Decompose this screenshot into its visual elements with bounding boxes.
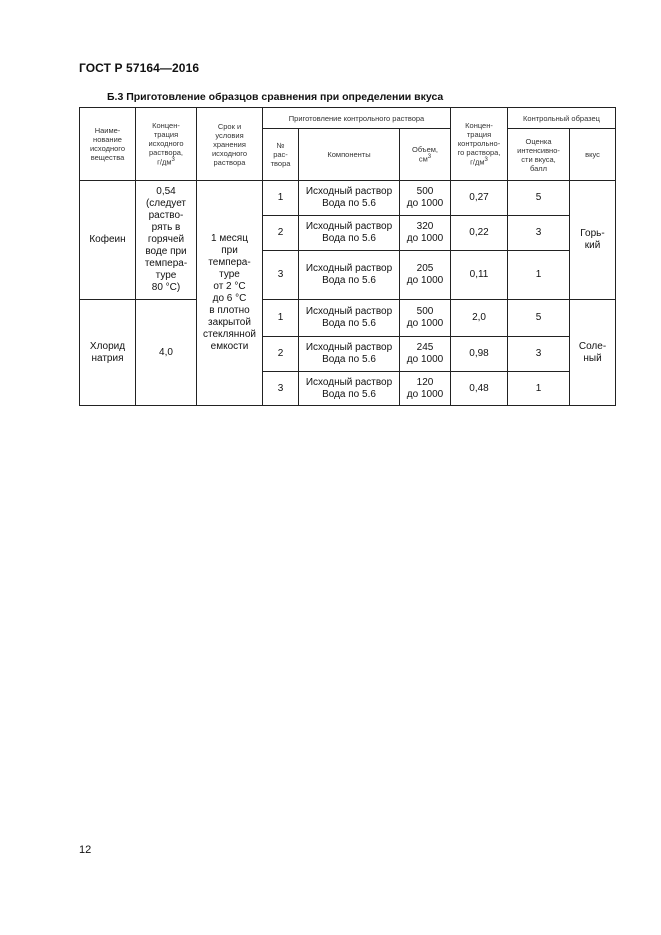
intensity-cell: 1 <box>508 251 570 300</box>
solution-no-cell: 2 <box>263 216 299 251</box>
control-concentration-cell: 0,11 <box>451 251 508 300</box>
storage-cell: 1 месяц при темпера- туре от 2 °С до 6 °С в плотно закрытой стеклянной емкости <box>197 181 263 406</box>
page-number: 12 <box>79 844 92 856</box>
volume-cell: 245 до 1000 <box>400 337 451 372</box>
header-components: Компоненты <box>299 129 400 181</box>
sample-preparation-table <box>79 107 616 406</box>
header-storage: Срок и условия хранения исходного раствора <box>197 108 263 181</box>
intensity-cell: 3 <box>508 216 570 251</box>
components-cell: Исходный раствор Вода по 5.6 <box>299 181 400 216</box>
components-cell: Исходный раствор Вода по 5.6 <box>299 300 400 337</box>
section-title: Б.3 Приготовление образцов сравнения при определении вкуса <box>107 91 444 103</box>
volume-cell: 320 до 1000 <box>400 216 451 251</box>
document-code: ГОСТ Р 57164—2016 <box>79 61 200 75</box>
header-concentration: Концен- трация исходного раствора, $г/дм^3$ <box>136 108 197 181</box>
intensity-cell: 1 <box>508 372 570 406</box>
control-concentration-cell: 2,0 <box>451 300 508 337</box>
intensity-cell: 5 <box>508 181 570 216</box>
concentration-cell: 0,54 (следует раство- рять в горячей воде при темпера- туре 80 °С) <box>136 181 197 300</box>
substance-cell: Кофеин <box>80 181 136 300</box>
intensity-cell: 5 <box>508 300 570 337</box>
table-row <box>80 300 616 337</box>
header-control-preparation: Приготовление контрольного раствора <box>263 108 451 129</box>
components-cell: Исходный раствор Вода по 5.6 <box>299 372 400 406</box>
taste-cell: Соле- ный <box>570 300 616 406</box>
solution-no-cell: 2 <box>263 337 299 372</box>
header-volume: Объем, $см^3$ <box>400 129 451 181</box>
header-solution-no: № рас- твора <box>263 129 299 181</box>
volume-cell: 500 до 1000 <box>400 300 451 337</box>
control-concentration-cell: 0,98 <box>451 337 508 372</box>
header-taste: вкус <box>570 129 616 181</box>
control-concentration-cell: 0,22 <box>451 216 508 251</box>
control-concentration-cell: 0,27 <box>451 181 508 216</box>
volume-cell: 120 до 1000 <box>400 372 451 406</box>
volume-cell: 205 до 1000 <box>400 251 451 300</box>
components-cell: Исходный раствор Вода по 5.6 <box>299 337 400 372</box>
solution-no-cell: 3 <box>263 372 299 406</box>
solution-no-cell: 1 <box>263 181 299 216</box>
solution-no-cell: 3 <box>263 251 299 300</box>
volume-cell: 500 до 1000 <box>400 181 451 216</box>
control-concentration-cell: 0,48 <box>451 372 508 406</box>
components-cell: Исходный раствор Вода по 5.6 <box>299 216 400 251</box>
intensity-cell: 3 <box>508 337 570 372</box>
solution-no-cell: 1 <box>263 300 299 337</box>
header-control-concentration: Концен- трация контрольно- го раствора, $г/дм^3$ <box>451 108 508 181</box>
header-substance: Наиме- нование исходного вещества <box>80 108 136 181</box>
table-row <box>80 181 616 216</box>
concentration-cell: 4,0 <box>136 300 197 406</box>
substance-cell: Хлорид натрия <box>80 300 136 406</box>
taste-cell: Горь- кий <box>570 181 616 300</box>
components-cell: Исходный раствор Вода по 5.6 <box>299 251 400 300</box>
header-intensity: Оценка интенсивно- сти вкуса, балл <box>508 129 570 181</box>
header-control-sample: Контрольный образец <box>508 108 616 129</box>
